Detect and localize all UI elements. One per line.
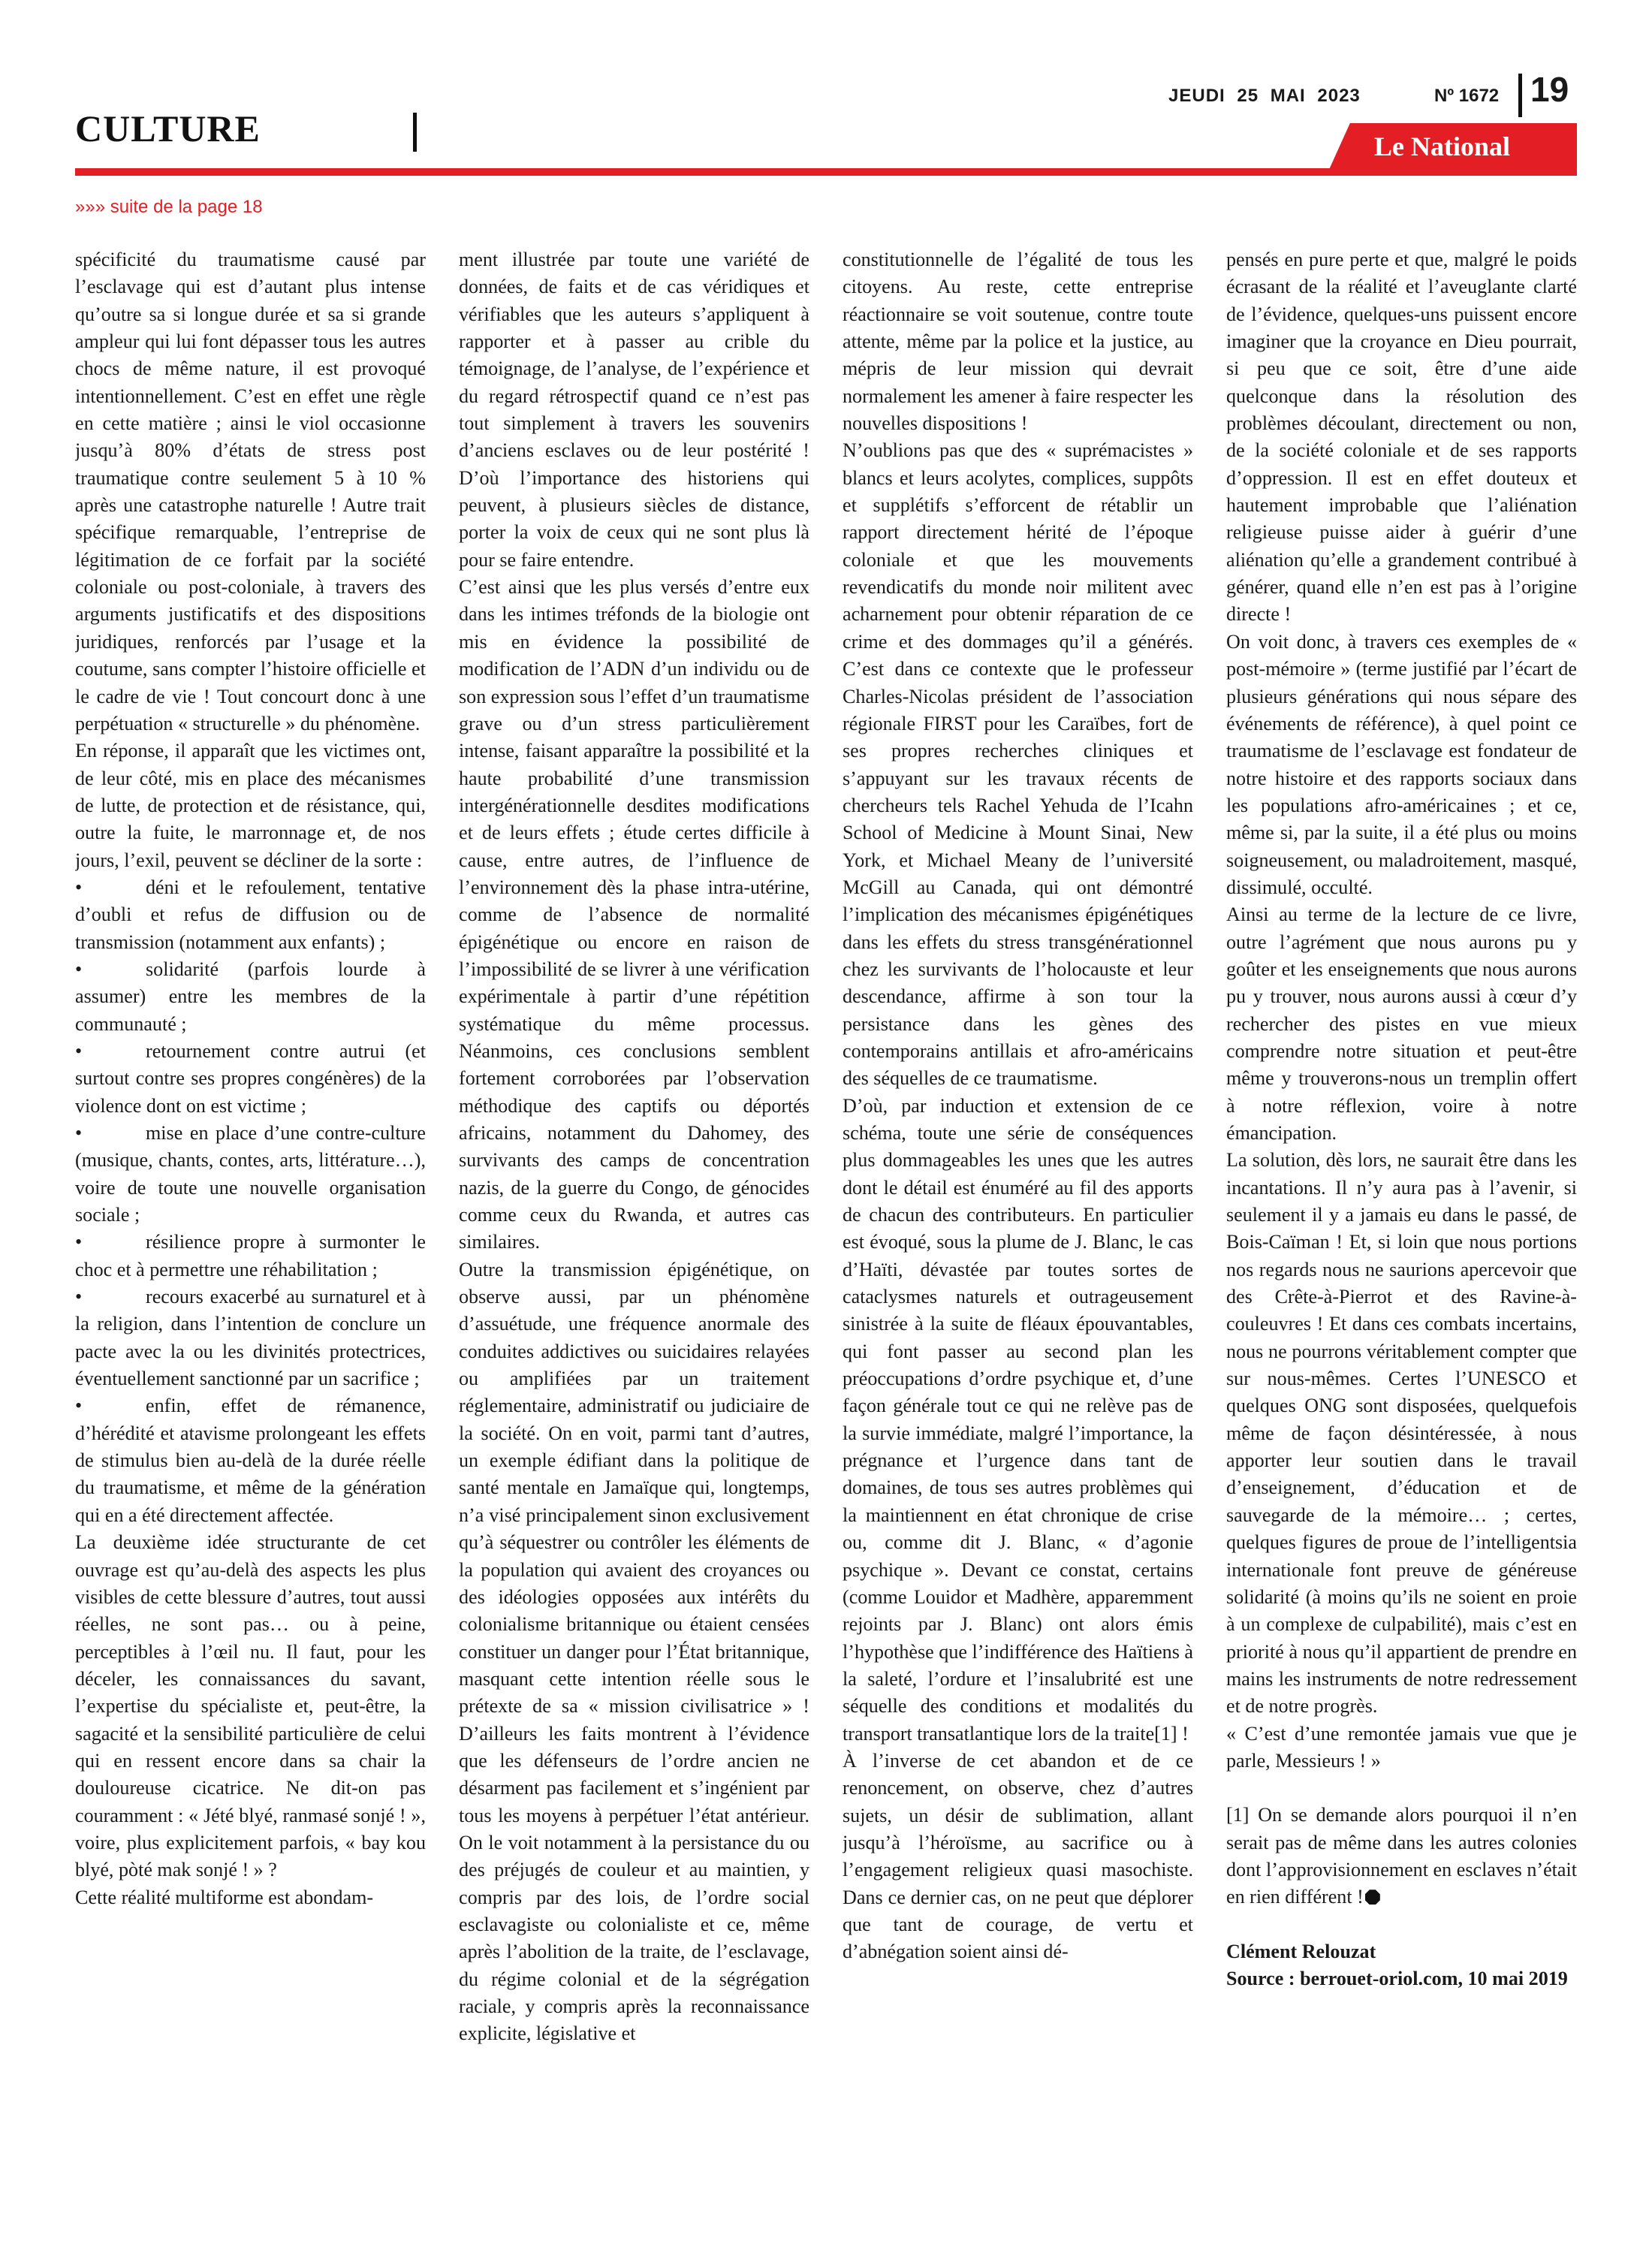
paragraph: On voit donc, à travers ces exemples de « post-mémoire » (terme justifié par l’écart de plusieurs générations qui nous sépare des événements de référence), à quel point ce traumatisme de l’esclavage est fondateur de notre histoire et des rapports sociaux dans les populations afro-américaines ; et ce, même si, par la suite, il a été plus ou moins soigneusement, ou maladroitement, masqué, dissimulé, occulté. [1226,630,1577,898]
paragraph: La solution, dès lors, ne saurait être dans les incantations. Il n’y aura pas à l’avenir, si seulement il y a jamais eu dans le passé, de Bois-Caïman ! Et, si loin que nous portions nos regards nous ne saurions apercevoir que des Crête-à-Pierrot et des Ravine-à-couleuvres ! Et dans ces combats incertains, nous ne pourrons véritablement compter que sur nous-mêmes. Certes l’UNESCO et quelques ONG sont disposées, quelquefois même de façon désintéressée, à nous apporter leur soutien dans le travail d’enseignement, d’éducation et de sauvegarde de la mémoire… ; certes, quelques figures de proue de l’intelligentsia internationale font preuve de généreuse solidarité (à moins qu’ils ne soient en proie à un complexe de culpabilité), mais c’est en priorité à nous qu’il appartient de prendre en mains les instruments de notre redressement et de notre progrès. [1226,1149,1577,1718]
page-number: 19 [1530,70,1569,109]
paragraph-gap [1226,1911,1577,1938]
bullet-item: • résilience propre à surmonter le choc et à permettre une réhabilitation ; [75,1229,426,1283]
author-name: Clément Relouzat [1226,1940,1376,1962]
paragraph: Ainsi au terme de la lecture de ce livre, outre l’agrément que nous aurons pu y goûter et les enseignements que nous aurons pu y trouver, nous aurons aussi à cœur d’y rechercher des pistes en vue mieux comprendre notre situation et peut-être même y trouverons-nous un tremplin offert à notre réflexion, voire à notre émancipation. [1226,903,1577,1144]
bullet-item: • solidarité (parfois lourde à assumer) entre les membres de la communauté ; [75,956,426,1038]
paragraph: pensés en pure perte et que, malgré le poids écrasant de la réalité et l’aveuglante clarté de l’évidence, quelques-uns puissent encore imaginer que la croyance en Dieu pourrait, si peu que ce soit, être d’une aide quelconque dans la résolution des problèmes découlant, directement ou non, de la société coloniale et de ses rapports d’oppression. Il est en effet douteux et hautement improbable que l’aliénation religieuse puisse aider à guérir d’une aliénation qu’elle a grandement contribué à générer, quand elle n’en est pas à l’origine directe ! [1226,249,1577,626]
article-column [75,246,426,2169]
paragraph: « C’est d’une remontée jamais vue que je parle, Messieurs ! » [1226,1722,1577,1772]
bullet-item: • mise en place d’une contre-culture (musique, chants, contes, arts, littérature…), voire de toute une nouvelle organisation sociale ; [75,1120,426,1229]
bullet-item: • enfin, effet de rémanence, d’hérédité et atavisme prolongeant les effets de stimulus bien au-delà de la durée réelle du traumatisme, et même de la génération qui en a été directement affectée. [75,1392,426,1529]
continued-from: »»» suite de la page 18 [75,197,263,217]
section-divider [413,113,417,152]
dateline: JEUDI 25 MAI 2023 [1168,86,1361,106]
paragraph: D’où, par induction et extension de ce schéma, toute une série de conséquences plus dommageables les unes que les autres dont le détail est énuméré au fil des apports de chacun des contributeurs. En particulier est évoqué, sous la plume de J. Blanc, le cas d’Haïti, dévastée par toutes sortes de cataclysmes naturels et outrageusement sinistrée à la suite de fléaux épouvantables, qui font passer au second plan les préoccupations d’ordre psychique et, d’une façon générale tout ce qui ne relève pas de la survie immédiate, malgré l’importance, la prégnance et l’urgence dans tant de domaines, de tous ses autres problèmes qui la maintiennent en état chronique de crise ou, comme dit J. Blanc, « d’agonie psychique ». Devant ce constat, certains (comme Louidor et Madhère, apparemment rejoints par J. Blanc) ont alors émis l’hypothèse que l’indifférence des Haïtiens à la saleté, l’ordure et l’insalubrité est une séquelle des conditions et modalités du transport transatlantique lors de la traite[1] ! [843,1094,1193,1745]
section-title: CULTURE [75,107,261,149]
paragraph: Outre la transmission épigénétique, on observe aussi, par un phénomène d’assuétude, une fréquence anormale des conduites addictives ou suicidaires relayées ou amplifiées par un traitement réglementaire, administratif ou judiciaire de la société. On en voit, parmi tant d’autres, un exemple édifiant dans la politique de santé mentale en Jamaïque qui, longtemps, n’a visé principalement sinon exclusivement qu’à séquestrer ou contrôler les éléments de la population qui avaient des croyances ou des idéologies opposées aux intérêts du colonialisme britannique ou étaient censées constituer un danger pour l’État britannique, masquant cette intention réelle sous le prétexte de sa « mission civilisatrice » ! D’ailleurs les faits montrent à l’évidence que les défenseurs de l’ordre ancien ne désarment pas facilement et s’ingénient par tous les moyens à perpétuer l’état antérieur. On le voit notamment à la persistance du ou des préjugés de couleur et au maintien, y compris par des lois, de l’ordre social esclavagiste ou colonialiste et ce, même après l’abolition de la traite, de l’esclavage, du régime colonial et de la ségrégation raciale, y compris après la reconnaissance explicite, législative et [459,1258,809,2045]
paragraph: La deuxième idée structurante de cet ouvrage est qu’au-delà des aspects les plus visibles de cette blessure d’autres, tout aussi réelles, ne sont pas… ou à peine, perceptibles à l’œil nu. Il faut, pour les déceler, les connaissances du savant, l’expertise du spécialiste et, peut-être, la sagacité et la sensibilité particulière de celui qui en ressent encore dans sa chair la douloureuse cicatrice. Ne dit-on pas couramment : « Jété blyé, ranmasé sonjé ! », voire, plus explicitement parfois, « bay kou blyé, pòté mak sonjé ! » ? [75,1531,426,1881]
bullet-item: • retournement contre autrui (et surtout contre ses propres congénères) de la violence dont on est victime ; [75,1038,426,1120]
paragraph-gap [1226,1775,1577,1802]
bullet-item: • recours exacerbé au surnaturel et à la religion, dans l’intention de conclure un pacte avec la ou les divinités protectrices, éventuellement sanctionné par un sacrifice ; [75,1283,426,1392]
page-number-divider [1518,74,1522,117]
end-mark-icon [1365,1890,1380,1905]
paragraph: À l’inverse de cet abandon et de ce renoncement, on observe, chez d’autres sujets, un désir de sublimation, allant jusqu’à l’héroïsme, au sacrifice ou à l’engagement religieux quasi masochiste. Dans ce dernier cas, on ne peut que déplorer que tant de courage, de vertu et d’abnégation soient ainsi dé- [843,1749,1193,1963]
paragraph: constitutionnelle de l’égalité de tous les citoyens. Au reste, cette entreprise réactionnaire se voit soutenue, contre toute attente, même par la police et la justice, au mépris de leur mission qui devrait normalement les amener à faire respecter les nouvelles dispositions ! [843,249,1193,435]
paragraph: En réponse, il apparaît que les victimes ont, de leur côté, mis en place des mécanismes de lutte, de protection et de résistance, qui, outre la fuite, le marronnage et, de nos jours, l’exil, peuvent se décliner de la sorte : [75,740,426,871]
brand-name: Le National [1374,131,1511,161]
article-column [1226,246,1577,2169]
paragraph: spécificité du traumatisme causé par l’esclavage qui est d’autant plus intense qu’outre sa si longue durée et sa si grande ampleur qui lui font dépasser tous les autres chocs de même nature, il est provoqué intentionnellement. C’est en effet une règle en cette matière ; ainsi le viol occasionne jusqu’à 80% d’états de stress post traumatique contre seulement 5 à 10 % après une catastrophe naturelle ! Autre trait spécifique remarquable, l’entreprise de légitimation de ce forfait par la société coloniale ou post-coloniale, à travers des arguments justificatifs et des dispositions juridiques, renforcés par l’usage et la coutume, sans compter l’histoire officielle et le cadre de vie ! Tout concourt donc à une perpétuation « structurelle » du phénomène. [75,249,426,734]
paragraph: N’oublions pas que des « suprémacistes » blancs et leurs acolytes, complices, suppôts et supplétifs s’efforcent de rétablir un rapport directement hérité de l’époque coloniale et que les mouvements revendicatifs du monde noir militent avec acharnement pour obtenir réparation de ce crime et des dommages qu’il a générés. C’est dans ce contexte que le professeur Charles-Nicolas président de l’association régionale FIRST pour les Caraïbes, fort de ses propres recherches cliniques et s’appuyant sur les travaux récents de chercheurs tels Rachel Yehuda de l’Icahn School of Medicine à Mount Sinai, New York, et Michael Meany de l’université McGill au Canada, qui ont démontré l’implication des mécanismes épigénétiques dans les effets du stress transgénérationnel chez les survivants de l’holocauste et leur descendance, affirme à son tour la persistance dans les gènes des contemporains antillais et afro-américains des séquelles de ce traumatisme. [843,439,1193,1090]
issue-number: Nº 1672 [1434,86,1500,106]
article-column [459,246,809,2169]
article-body [75,246,1577,2169]
paragraph: C’est ainsi que les plus versés d’entre eux dans les intimes tréfonds de la biologie ont mis en évidence la possibilité de modification de l’ADN d’un individu ou de son expression sous l’effet d’un traumatisme grave ou d’un stress particulièrement intense, faisant apparaître la possibilité et la haute probabilité d’une transmission intergénérationnelle desdites modifications et de leurs effets ; étude certes difficile à cause, entre autres, de l’influence de l’environnement dès la phase intra-utérine, comme de l’absence de normalité épigénétique ou encore en raison de l’impossibilité de se livrer à une vérification expérimentale à partir d’une répétition systématique du même processus. Néanmoins, ces conclusions semblent fortement corroborées par l’observation méthodique des captifs ou déportés africains, notamment du Dahomey, des survivants des camps de concentration nazis, de la guerre du Congo, de génocides comme ceux du Rwanda, et autres cas similaires. [459,576,809,1253]
footnote: [1] On se demande alors pourquoi il n’en serait pas de même dans les autres colonies dont l’approvisionnement en esclaves n’était en rien différent ! [1226,1804,1577,1908]
source-line: Source : berrouet-oriol.com, 10 mai 2019 [1226,1967,1568,1989]
paragraph: ment illustrée par toute une variété de données, de faits et de cas véridiques et vérifiables que les auteurs s’appliquent à rapporter et à passer au crible du témoignage, de l’analyse, de l’expérience et du regard rétrospectif quand ce n’est pas tout simplement à travers les souvenirs d’anciens esclaves ou de leur postérité ! D’où l’importance des historiens qui peuvent, à plusieurs siècles de distance, porter la voix de ceux qui ne sont plus là pour se faire entendre. [459,249,809,571]
paragraph: Cette réalité multiforme est abondam- [75,1886,374,1908]
bullet-item: • déni et le refoulement, tentative d’oubli et refus de diffusion ou de transmission (notamment aux enfants) ; [75,874,426,956]
article-column [843,246,1193,2169]
